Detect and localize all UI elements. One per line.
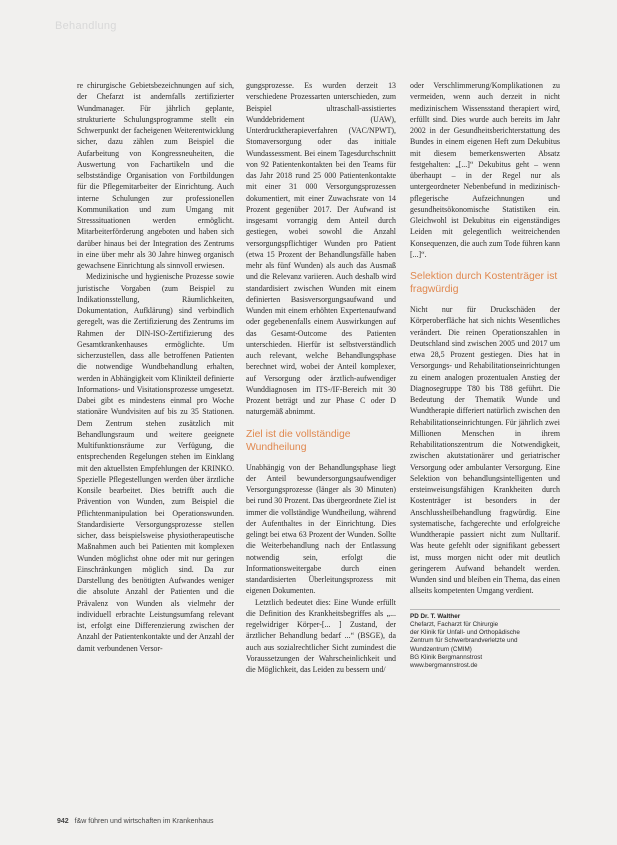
journal-name: f&w führen und wirtschaften im Krankenhaus [74,818,214,825]
author-name: PD Dr. T. Walther [410,612,461,620]
paragraph: re chirurgische Gebietsbezeichnungen auf sich, der Chefarzt ist andernfalls zertifizierter Wundmanager. Für jährlich geplante, strukturierte Schulungsprogramme stellt ein Schwerpunkt der facheigenen Weiterentwicklung sicher, dazu zählen zum Beispiel die Aufarbeitung von Kongressneuheiten, die Auswertung von Fachartikeln und die selbstständige Organisation von Fortbildungen für die Pflegemitarbeiter der Einrichtung. Auch interne Schulungen zur professionellen Kommunikation und zum Umgang mit Stresssituationen werden ermöglicht. Mitarbeiterförderung angeboten und haben sich darüber hinaus bei der Integration des Zentrums in eine über mehr als 30 Jahre hinweg organisch gewachsene Einrichtung als sinnvoll erwiesen. [77,81,234,270]
text-column-2 [246,80,396,675]
paragraph: Nicht nur für Druckschäden der Körperoberfläche hat sich nichts Wesentliches verändert. Die reinen Operationszahlen in Deutschland sind zwischen 2005 und 2017 um etwa 28,5 Prozent gestiegen. Dies hat in Versorgungs- und Rehabilitationseinrichtungen zu einem analogen prozentualen Anstieg der Diagnosegruppe T80 bis T88 geführt. Die Bedeutung der Thematik Wunde und Wundtherapie differiert natürlich zwischen den Rehabilitationseinrichtungen. Für jährlich zwei Millionen Menschen in ihrem Rehabilitationszentrum die Notwendigkeit, zwischen akutstationärer und geriatrischer Versorgung oder ambulanter Versorgung. Eine Selektion von behandlungsintelligenten und ersteinweisungsfähigen Krankheiten durch Kostenträger ist besonders in der Anschlussheilbehandlung fragwürdig. Eine systematische, fachgerechte und erfolgreiche Wundtherapie passiert nicht zum Nulltarif. Was heute gefehlt oder signifikant gebessert ist, muss morgen nicht oder mit deutlich geringerem Aufwand behandelt werden. Wunden sind und bleiben ein Thema, das einen allseits kompetenten Umgang verdient. [410,305,560,596]
paragraph: gungsprozesse. Es wurden derzeit 13 verschiedene Prozessarten unterschieden, zum Beispiel ultraschall-assistiertes Wunddebridement (UAW), Unterdrucktherapieverfahren (VAC/NPWT), Stomaversorgung oder das initiale Wundassessment. Bei einem Tagesdurchschnitt von 92 Patientenkontakten bei den Teams für das Jahr 2018 rund 25 000 Patientenkontakte mit einer 31 000 Versorgungsprozessen dokumentiert, mit einer Zuwachsrate von 14 Prozent gegenüber 2017. Der Aufwand ist insgesamt vorrangig dem Anteil durch gestiegen, wobei sowohl die Anzahl versorgungspflichtiger Wunden pro Patient (etwa 15 Prozent der Behandlungsfälle haben mehr als fünf Wunden) als auch das Ausmaß und die Relevanz variieren. Auch deshalb wird standardisiert zwischen Wunden mit einem definierten Basisversorgungsaufwand und Wunden mit einem erhöhten Expertenaufwand oder gegebenenfalls einem Auswirkungen auf das Gesamt-Outcome des Patienten unterschieden. Hierfür ist selbstverständlich auch relevant, welche Behandlungsphase berechnet wird, wobei der Anteil komplexer, auf Versorgung oder ärztlich-aufwendiger Wunddiagnosen im ITS-/IF-Bereich mit 30 Prozent beträgt und zur Phase C oder D naturgemäß abnimmt. [246,81,396,417]
page-number: 942 [57,818,69,825]
author-box [410,609,560,671]
subheading: Selektion durch Kostenträger ist fragwürdig [410,271,558,295]
paragraph: Unabhängig von der Behandlungsphase liegt der Anteil bewundersorgungsaufwendiger Versorgungsprozesse (länger als 30 Minuten) bei rund 30 Prozent. Das übergeordnete Ziel ist immer die vollständige Wundheilung, während der Aufenthaltes in der Einrichtung. Dies gelingt bei etwa 63 Prozent der Wunden. Sollte die Weiterbehandlung nach der Entlassung notwendig sein, erfolgt die Informationsweitergabe durch einen standardisierten Überleitungsprozess mit eigenen Dokumenten. [246,462,396,596]
text-column-3 [410,80,560,671]
subheading: Ziel ist die vollständige Wundheilung [246,428,351,453]
paragraph: Letztlich bedeutet dies: Eine Wunde erfüllt die Definition des Krankheitsbegriffes als „... regelwidriger Körper-[... ] Zustand, der ärztlicher Behandlung bedarf ...“ (BSGE), da auch aus sozialrechtlicher Sicht zumindest die Voraussetzungen der Wahrscheinlichkeit und die Möglichkeit, das Leiden zu bessern und/ [246,597,396,674]
page-footer [57,818,214,825]
section-label: Behandlung [55,20,117,32]
text-column-1 [77,80,234,654]
paragraph: oder Verschlimmerung/Komplikationen zu vermeiden, wenn auch derzeit in nicht medizinischem Wissensstand therapiert wird, erfüllt sind. Dies wurde auch bereits im Jahr 2002 in der Gesundheitsberichterstattung des Bundes in einem eigenen Heft zum Dekubitus mit diesem bemerkenswerten Absatz festgehalten: „[...]“ Dekubitus geht – wenn überhaupt – in der Regel nur als untergeordneter Nebenbefund in medizinisch-pflegerische Aufzeichnungen und gesundheitsökonomische Statistiken ein. Gleichwohl ist Dekubitus ein eigenständiges Leiden mit gelegentlich weitreichenden Konsequenzen, die auch zum Tode führen kann [...]“. [410,81,560,259]
author-affiliation: Chefarzt, Facharzt für Chirurgie der Klinik für Unfall- und Orthopädische Zentrum für Schwerbrandverletzte und Wundzentrum (CMIM) BG Klinik Bergmannstrost www.bergmannstrost.de [410,620,520,670]
paragraph: Medizinische und hygienische Prozesse sowie juristische Vorgaben (zum Beispiel zu Indikationsstellung, Räumlichkeiten, Dokumentation, Aufklärung) sind verbindlich geregelt, was die Zertifizierung des Zentrums im Rahmen der DIN-ISO-Zertifizierung des Gesamtkrankenhauses ermöglichte. Um sicherzustellen, dass alle betroffenen Patienten die notwendige Wundbehandlung erhalten, werden in Abhängigkeit vom Klinikteil definierte Informations- und Visitationsprozesse umgesetzt. Dabei gibt es mindestens einmal pro Woche stationäre Wundvisiten auf bis zu 35 Stationen. Dem Zentrum stehen zusätzlich mit Behandlungsraum und weitere geeignete Multifunktionsräume zur Verfügung, die entsprechenden Regelungen stehen im Einklang mit den aktuellsten Empfehlungen der KRINKO. Spezielle Pflegestellungen werden über ärztliche Konsile bearbeitet. Dies betrifft auch die Prävention von Wunden, zum Beispiel die Pflichtenmanipulation bei Operationswunden. Standardisierte Versorgungsprozesse stellen sicher, dass beispielsweise physiotherapeutische Maßnahmen auch bei Patienten mit komplexen Wunden möglichst ohne oder mit nur geringen Einschränkungen möglich sind. Da zur Darstellung des benötigten Aufwandes weniger die absolute Anzahl der Patienten und die Prävalenz von Wunden als vielmehr der individuell erbrachte Leistungsumfang relevant ist, erfolgt eine Differenzierung zwischen der Anzahl der Patientenkontakte und der Anzahl der damit verbundenen Versor- [77,272,234,653]
